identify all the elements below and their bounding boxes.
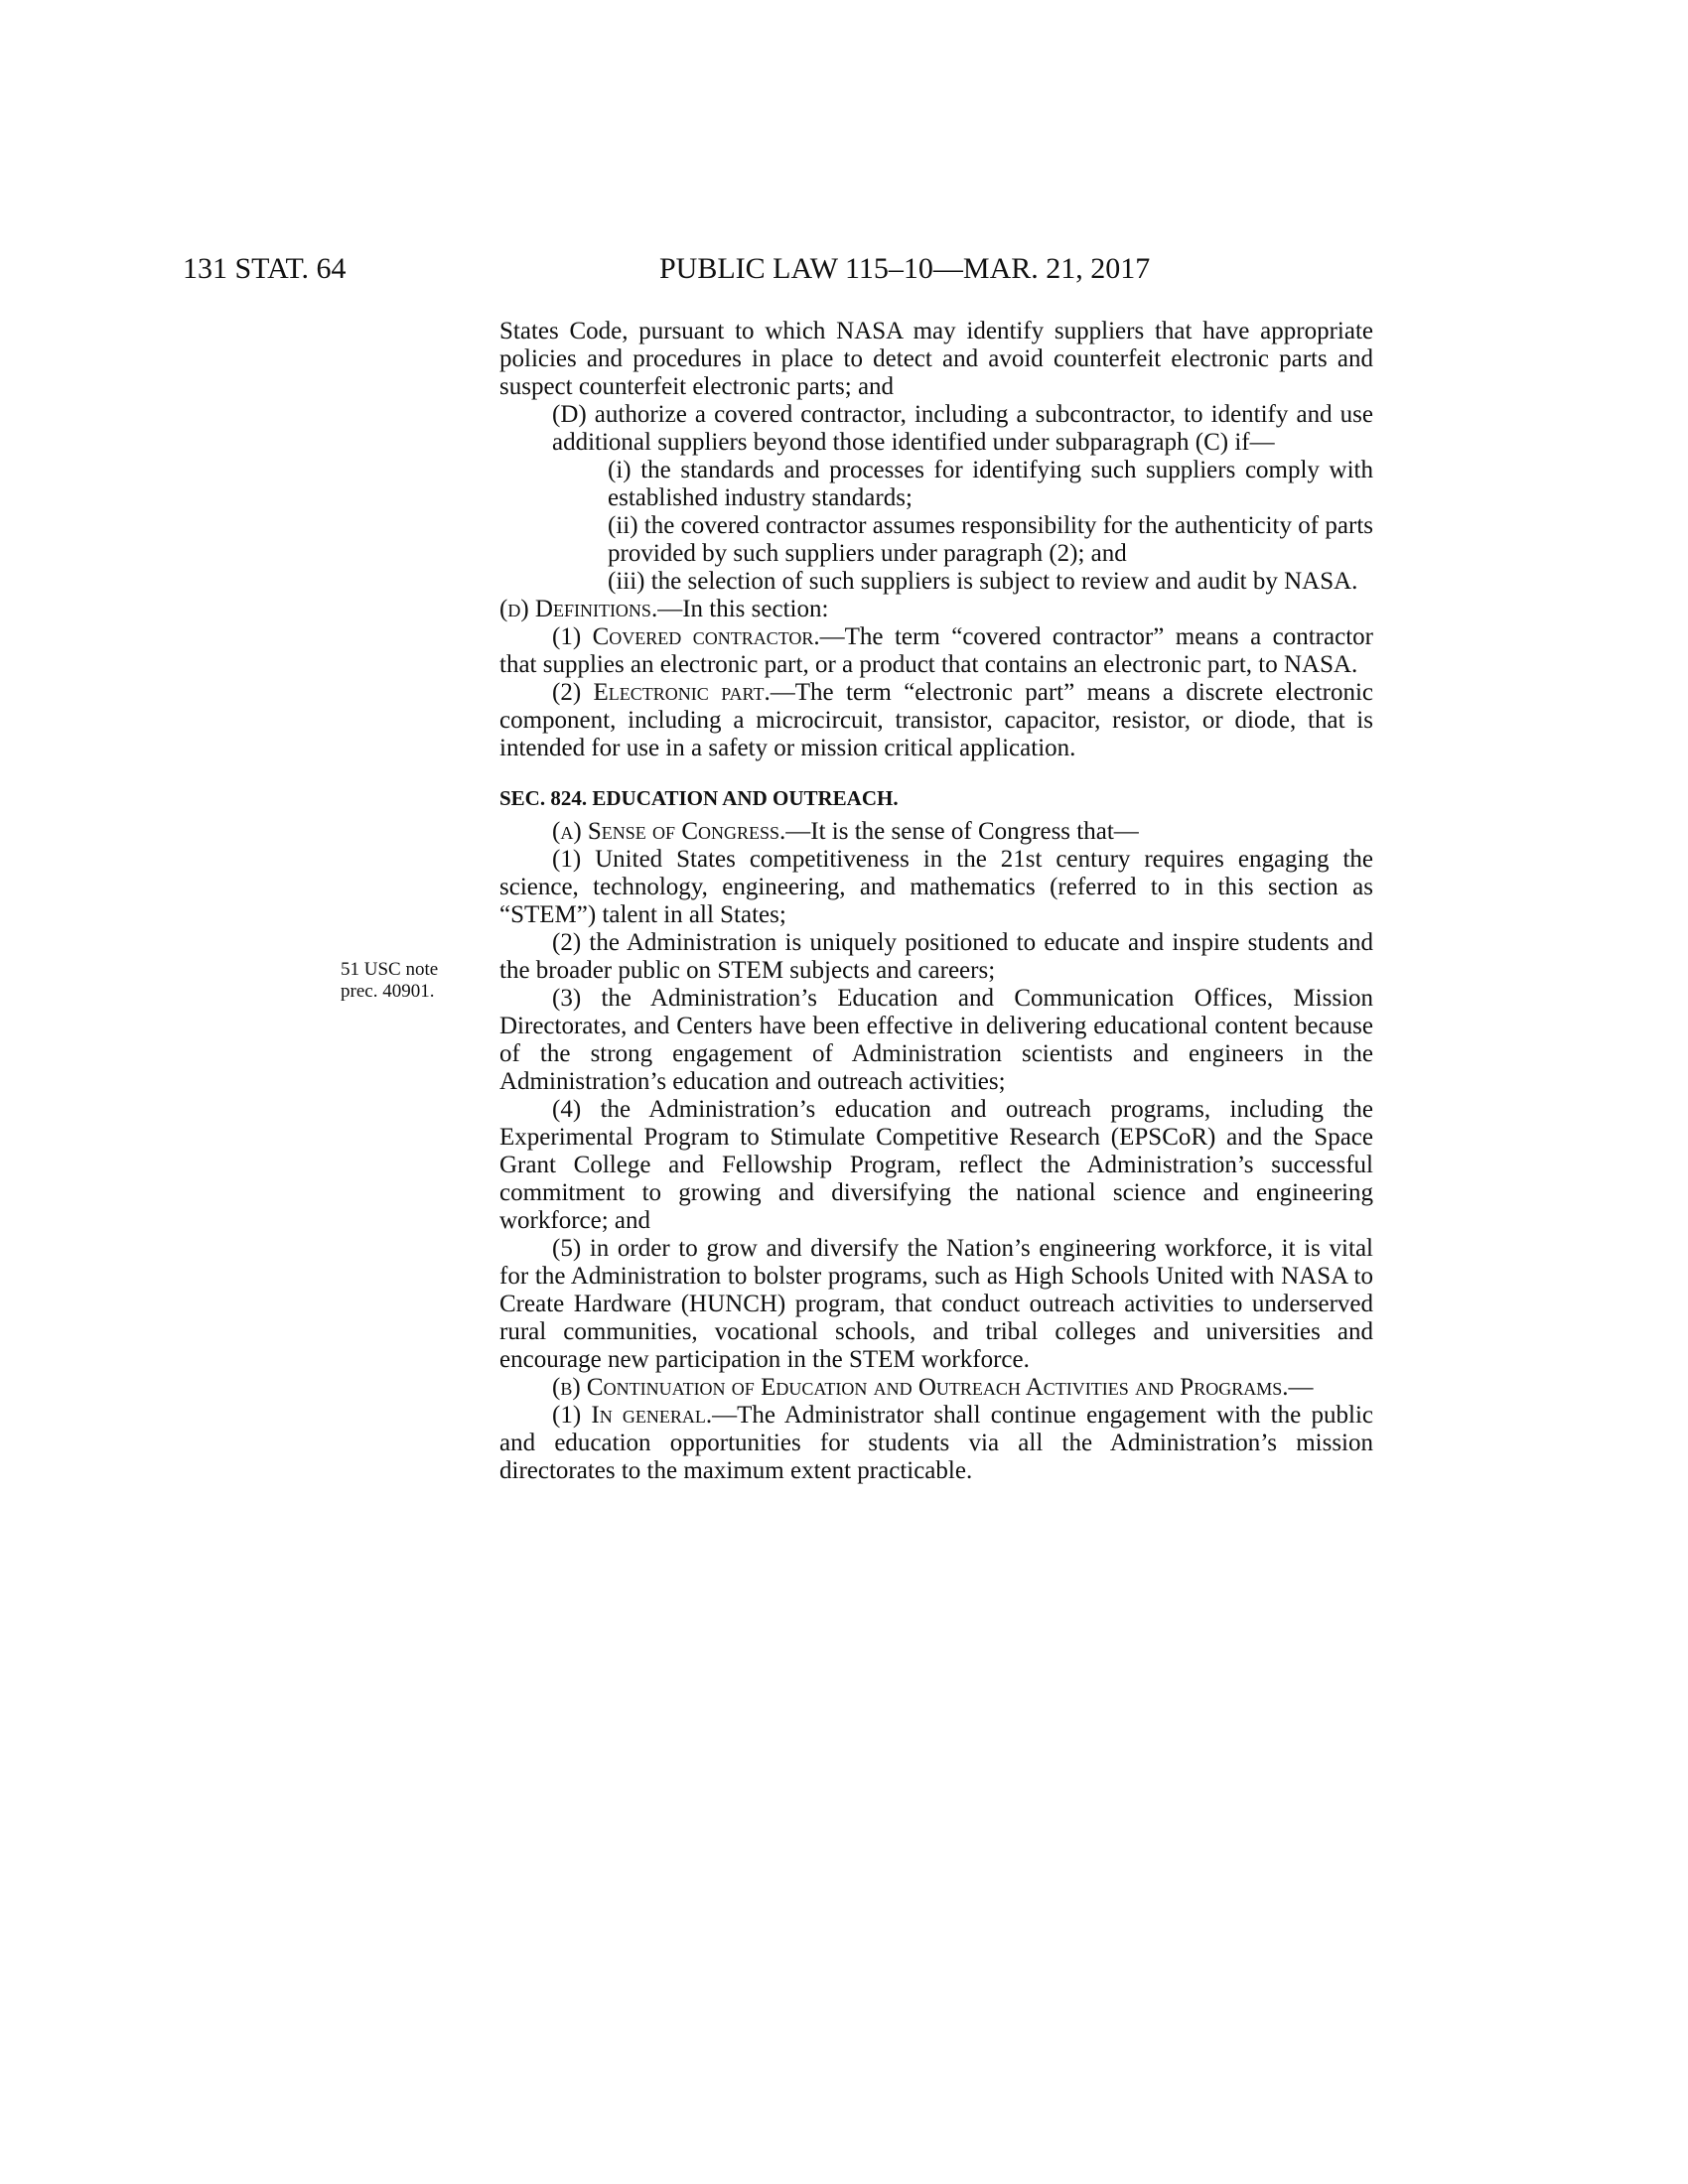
paragraph-b1: (1) In general.—The Administrator shall continue engagement with the public and education opportunities for students via all the Administration’s mission directorates to the maximum extent practicable.	[499, 1402, 1373, 1484]
paragraph-a5: (5) in order to grow and diversify the Nation’s engineering workforce, it is vital for the Administration to bolster programs, such as High Schools United with NASA to Create Hardware (HUNCH) program, that conduct outreach activities to underserved rural communities, vocational schools, and tribal colleges and universities and encourage new participation in the STEM workforce.	[499, 1235, 1373, 1373]
statute-page-number: 131 STAT. 64	[183, 252, 347, 285]
subsection-b: (b) Continuation of Education and Outreach Activities and Programs.—	[552, 1374, 1314, 1401]
running-header: PUBLIC LAW 115–10—MAR. 21, 2017	[659, 252, 1151, 285]
definitions-heading: (d) Definitions.—In this section:	[499, 596, 829, 622]
definition-electronic-part: (2) Electronic part.—The term “electronic part” means a discrete electronic component, including a microcircuit, transistor, capacitor, resistor, or diode, that is intended for use in a safety or mission critical application.	[499, 679, 1373, 761]
subparagraph-d: (D) authorize a covered contractor, including a subcontractor, to identify and use additional suppliers beyond those identified under subparagraph (C) if—	[552, 401, 1373, 456]
continuation-paragraph: States Code, pursuant to which NASA may identify suppliers that have appropriate policies and procedures in place to detect and avoid counterfeit electronic parts and suspect counterfeit electronic parts; and	[499, 318, 1373, 400]
paragraph-a3: (3) the Administration’s Education and Communication Offices, Mission Directorates, and Centers have been effective in delivering educational content because of the strong engagement of Administration scientists and engineers in the Administration’s education and outreach activities;	[499, 985, 1373, 1095]
margin-note-line2: prec. 40901.	[341, 981, 435, 1002]
subsection-a: (a) Sense of Congress.—It is the sense of Congress that—	[552, 818, 1139, 845]
margin-note-line1: 51 USC note	[341, 959, 439, 980]
paragraph-a1: (1) United States competitiveness in the 21st century requires engaging the science, technology, engineering, and mathematics (referred to in this section as “STEM”) talent in all States;	[499, 846, 1373, 928]
section-heading: SEC. 824. EDUCATION AND OUTREACH.	[499, 786, 899, 810]
clause-d-i: (i) the standards and processes for identifying such suppliers comply with established industry standards;	[608, 457, 1373, 511]
paragraph-a2: (2) the Administration is uniquely positioned to educate and inspire students and the broader public on STEM subjects and careers;	[499, 929, 1373, 984]
definition-covered-contractor: (1) Covered contractor.—The term “covered contractor” means a contractor that supplies an electronic part, or a product that contains an electronic part, to NASA.	[499, 623, 1373, 678]
body-text	[499, 318, 1373, 1485]
clause-d-ii: (ii) the covered contractor assumes responsibility for the authenticity of parts provided by such suppliers under paragraph (2); and	[608, 512, 1373, 567]
clause-d-iii: (iii) the selection of such suppliers is subject to review and audit by NASA.	[608, 568, 1358, 595]
paragraph-a4: (4) the Administration’s education and outreach programs, including the Experimental Program to Stimulate Competitive Research (EPSCoR) and the Space Grant College and Fellowship Program, reflect the Administration’s successful commitment to growing and diversifying the national science and engineering workforce; and	[499, 1096, 1373, 1234]
margin-note	[341, 959, 438, 1003]
